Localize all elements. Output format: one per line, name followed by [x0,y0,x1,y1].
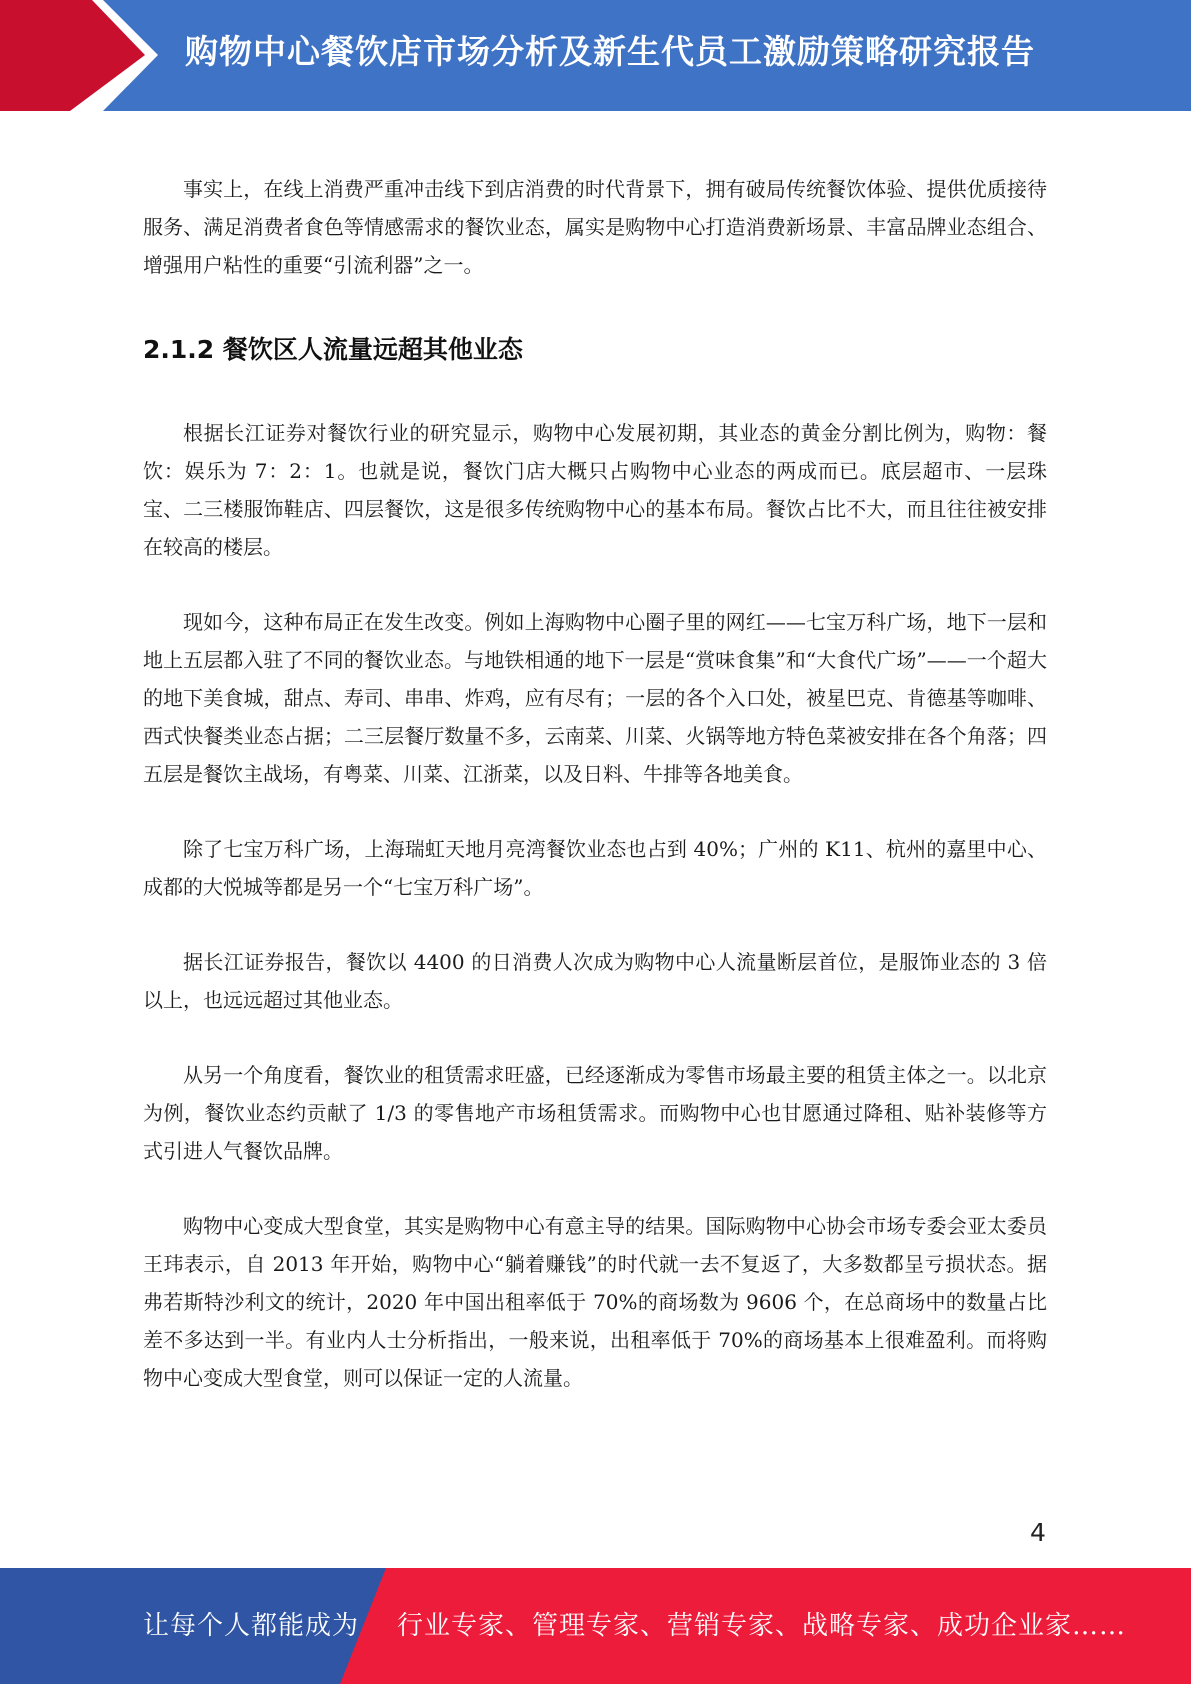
document-body [143,170,1047,1434]
paragraph: 除了七宝万科广场，上海瑞虹天地月亮湾餐饮业态也占到 40%；广州的 K11、杭州的嘉里中心、成都的大悦城等都是另一个“七宝万科广场”。 [143,837,1047,899]
paragraph: 现如今，这种布局正在发生改变。例如上海购物中心圈子里的网红——七宝万科广场，地下一层和地上五层都入驻了不同的餐饮业态。与地铁相通的地下一层是“赏味食集”和“大食代广场”——一个超大的地下美食城，甜点、寿司、串串、炸鸡，应有尽有；一层的各个入口处，被星巴克、肯德基等咖啡、西式快餐类业态占据；二三层餐厅数量不多，云南菜、川菜、火锅等地方特色菜被安排在各个角落；四五层是餐饮主战场，有粤菜、川菜、江浙菜，以及日料、牛排等各地美食。 [143,610,1047,786]
paragraph: 购物中心变成大型食堂，其实是购物中心有意主导的结果。国际购物中心协会市场专委会亚太委员王玮表示，自 2013 年开始，购物中心“躺着赚钱”的时代就一去不复返了，大多数都呈亏损状态。据弗若斯特沙利文的统计，2020 年中国出租率低于 70%的商场数为 9606 个，在总商场中的数量占比差不多达到一半。有业内人士分析指出，一般来说，出租率低于 70%的商场基本上很难盈利。而将购物中心变成大型食堂，则可以保证一定的人流量。 [143,1214,1047,1390]
report-title: 购物中心餐饮店市场分析及新生代员工激励策略研究报告 [185,32,1035,71]
paragraph: 据长江证券报告，餐饮以 4400 的日消费人次成为购物中心人流量断层首位，是服饰业态的 3 倍以上，也远远超过其他业态。 [143,950,1047,1012]
header-chevron-decoration [0,0,158,111]
footer-banner [0,1568,1191,1684]
section-heading: 2.1.2 餐饮区人流量远超其他业态 [143,335,523,364]
paragraph: 根据长江证券对餐饮行业的研究显示，购物中心发展初期，其业态的黄金分割比例为，购物：餐饮：娱乐为 7：2：1。也就是说，餐饮门店大概只占购物中心业态的两成而已。底层超市、一层珠宝、二三楼服饰鞋店、四层餐饮，这是很多传统购物中心的基本布局。餐饮占比不大，而且往往被安排在较高的楼层。 [143,421,1047,559]
page-number: 4 [1030,1518,1046,1547]
footer-slogan-right: 行业专家、管理专家、营销专家、战略专家、成功企业家…… [397,1611,1127,1641]
header-banner [0,0,1191,111]
footer-slogan-left: 让每个人都能成为 [143,1611,360,1641]
paragraph: 从另一个角度看，餐饮业的租赁需求旺盛，已经逐渐成为零售市场最主要的租赁主体之一。以北京为例，餐饮业态约贡献了 1/3 的零售地产市场租赁需求。而购物中心也甘愿通过降租、贴补装修等方式引进人气餐饮品牌。 [143,1063,1047,1163]
paragraph-intro: 事实上，在线上消费严重冲击线下到店消费的时代背景下，拥有破局传统餐饮体验、提供优质接待服务、满足消费者食色等情感需求的餐饮业态，属实是购物中心打造消费新场景、丰富品牌业态组合、增强用户粘性的重要“引流利器”之一。 [143,177,1047,277]
